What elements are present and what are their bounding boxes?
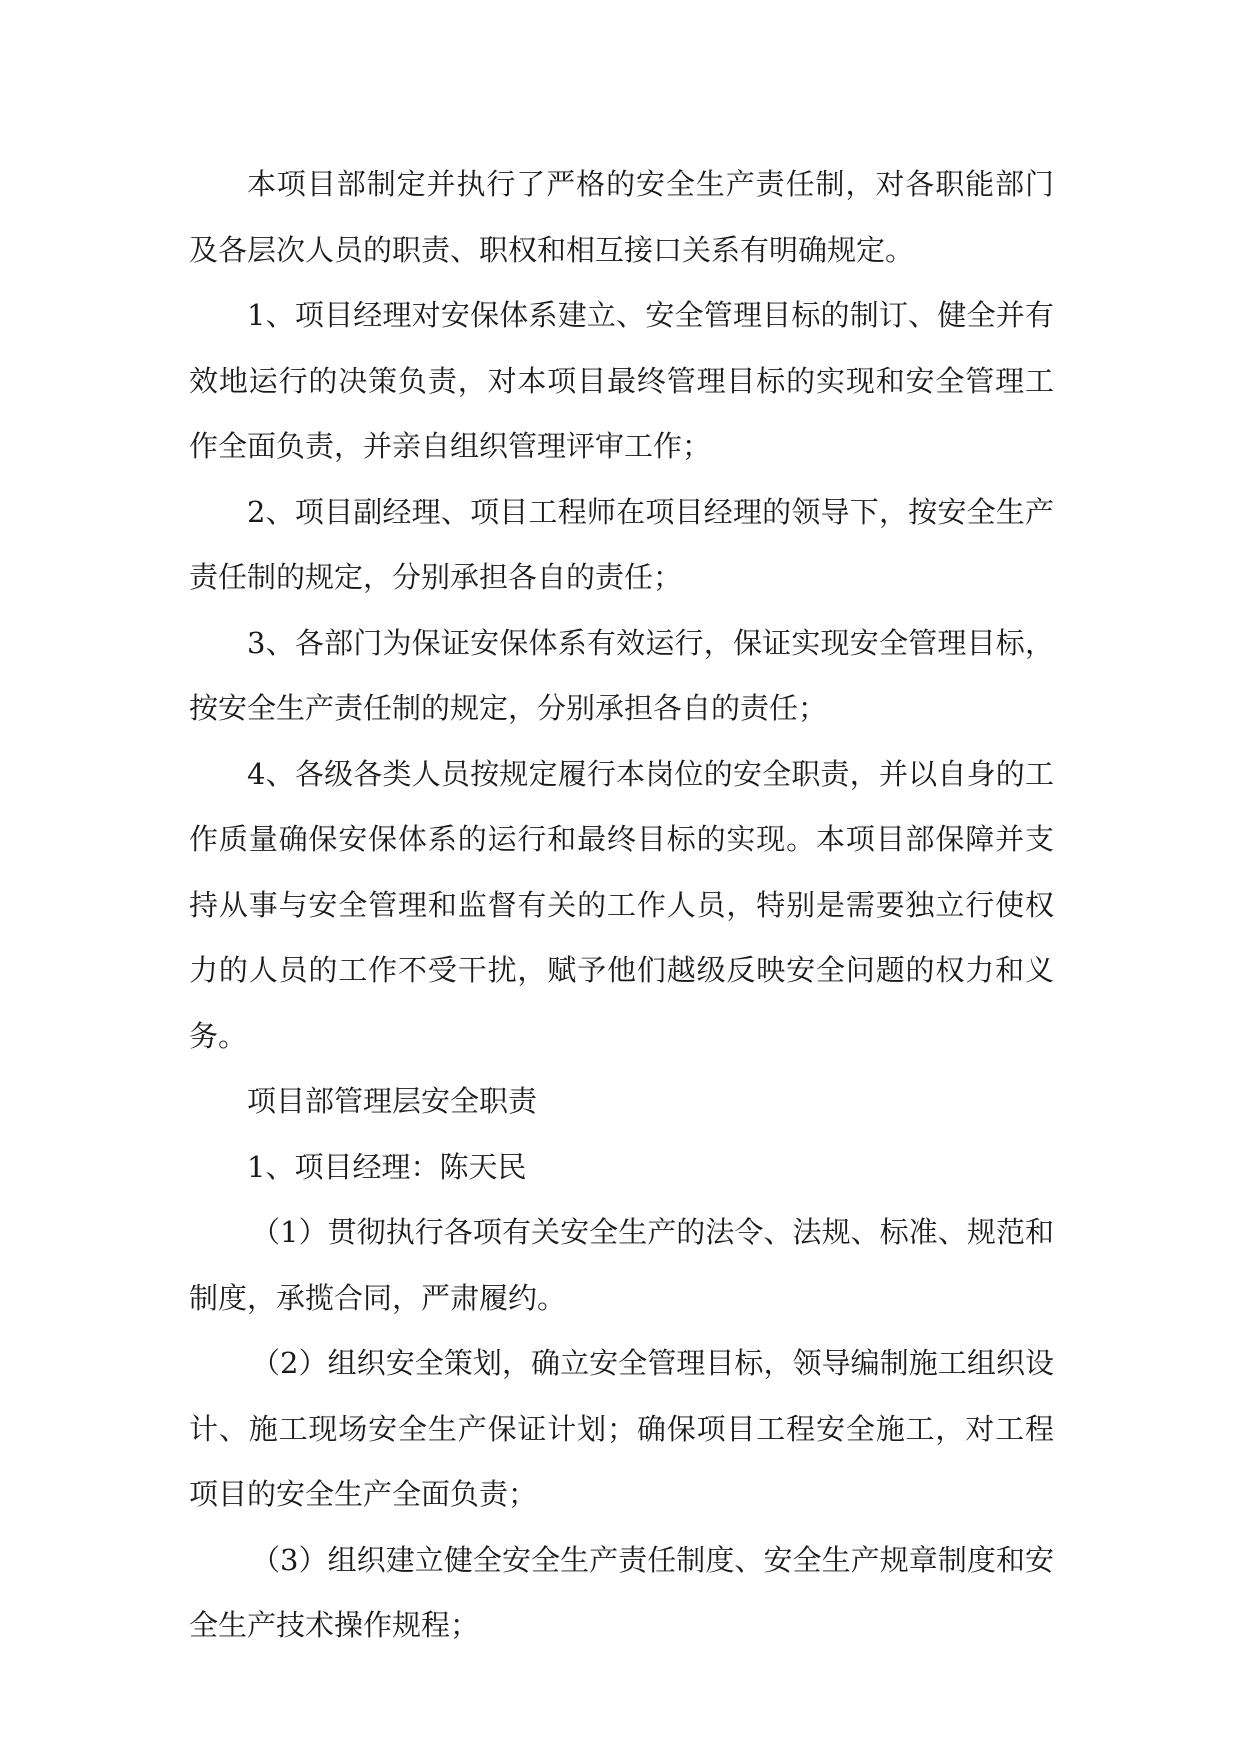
manager-duty-3: （3）组织建立健全安全生产责任制度、安全生产规章制度和安全生产技术操作规程； (189, 1542, 1054, 1642)
manager-duty-2: （2）组织安全策划，确立安全管理目标，领导编制施工组织设计、施工现场安全生产保证计划；确保项目工程安全施工，对工程项目的安全生产全面负责； (189, 1346, 1054, 1511)
responsibility-item-4: 4、各级各类人员按规定履行本岗位的安全职责，并以自身的工作质量确保安保体系的运行和最终目标的实现。本项目部保障并支持从事与安全管理和监督有关的工作人员，特别是需要独立行使权力的人员的工作不受干扰，赋予他们越级反映安全问题的权力和义务。 (189, 756, 1054, 1053)
section-heading: 项目部管理层安全职责 (247, 1084, 538, 1118)
intro-paragraph: 本项目部制定并执行了严格的安全生产责任制，对各职能部门及各层次人员的职责、职权和相互接口关系有明确规定。 (189, 167, 1054, 267)
manager-heading: 1、项目经理：陈天民 (247, 1149, 527, 1184)
manager-duty-1: （1）贯彻执行各项有关安全生产的法令、法规、标准、规范和制度，承揽合同，严肃履约。 (189, 1215, 1054, 1315)
responsibility-item-1: 1、项目经理对安保体系建立、安全管理目标的制订、健全并有效地运行的决策负责，对本项目最终管理目标的实现和安全管理工作全面负责，并亲自组织管理评审工作； (189, 298, 1054, 463)
responsibility-item-2: 2、项目副经理、项目工程师在项目经理的领导下，按安全生产责任制的规定，分别承担各自的责任； (189, 494, 1054, 594)
document-page (189, 152, 1054, 1659)
responsibility-item-3: 3、各部门为保证安保体系有效运行，保证实现安全管理目标，按安全生产责任制的规定，分别承担各自的责任； (189, 625, 1054, 725)
